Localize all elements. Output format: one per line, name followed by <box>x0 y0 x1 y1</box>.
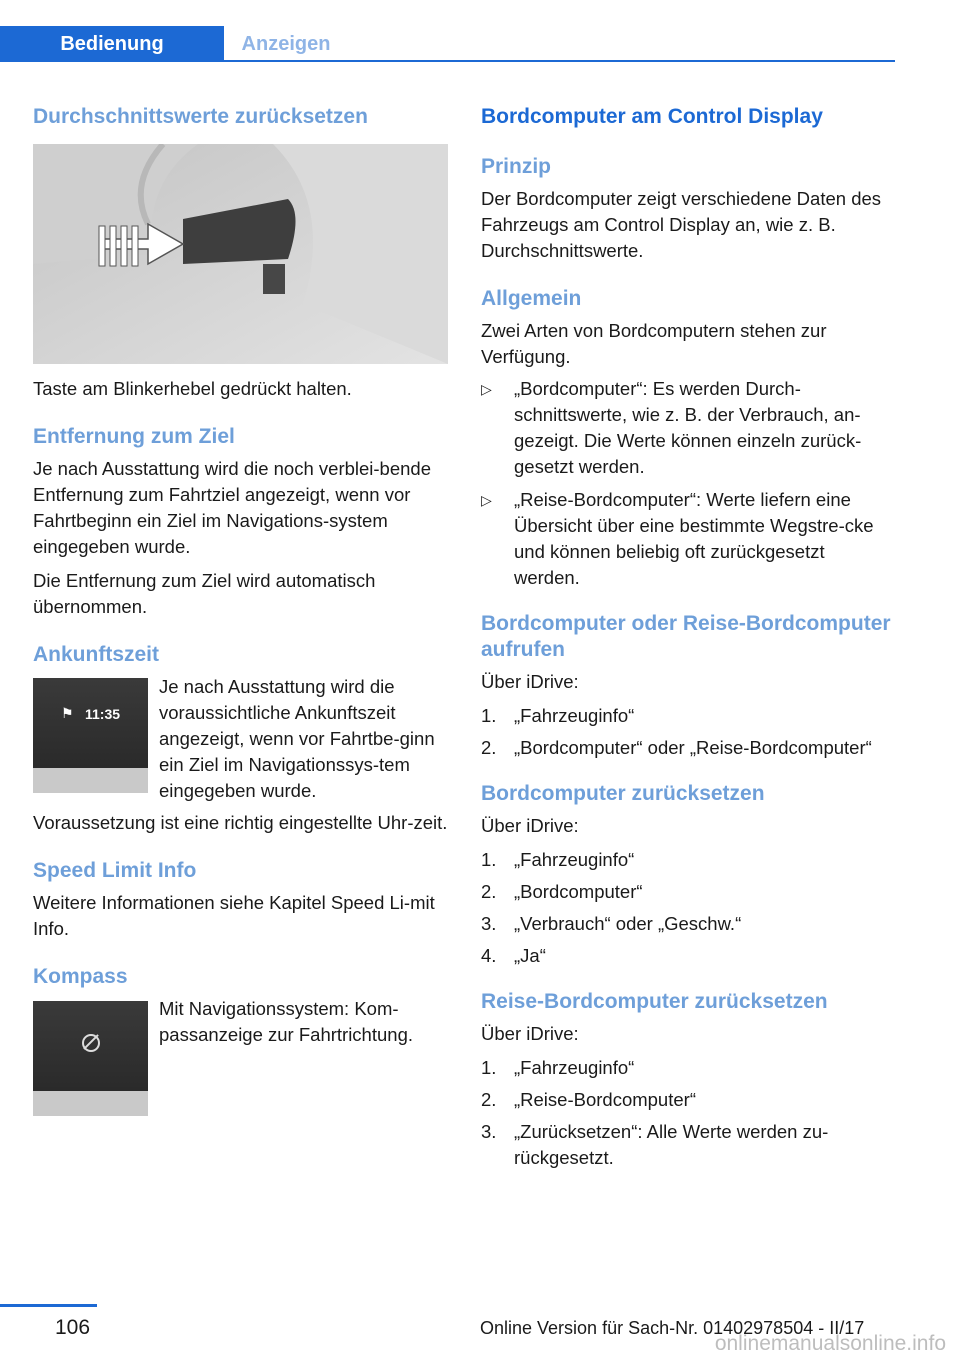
list-item: 2. „Bordcomputer“ oder „Reise-Bordcomputer“ <box>481 737 872 758</box>
list-item: 1. „Fahrzeuginfo“ <box>481 705 635 726</box>
bullet-list <box>481 376 893 591</box>
footer-rule <box>0 1304 97 1307</box>
list-item: ▷ „Reise-Bordcomputer“: Werte liefern eine Übersicht über eine bestimmte Wegstre-cke und können beliebig oft zurückgesetzt werden. <box>481 489 874 588</box>
arrival-time-value: 11:35 <box>85 706 121 722</box>
list-item: 3. „Zurücksetzen“: Alle Werte werden zu-rückgesetzt. <box>481 1121 829 1168</box>
numbered-list <box>481 847 893 969</box>
tab-bedienung[interactable]: Bedienung <box>0 26 224 62</box>
page-number: 106 <box>55 1316 91 1339</box>
footer-version-text: Online Version für Sach-Nr. 01402978504 - II/17 <box>480 1318 865 1338</box>
paragraph: Über iDrive: <box>481 1023 579 1044</box>
triangle-bullet-icon: ▷ <box>481 381 492 397</box>
flag-icon: ⚑ <box>61 705 74 721</box>
turn-signal-stalk-illustration <box>33 144 448 364</box>
section-title: Bordcomputer am Control Display <box>481 105 823 128</box>
image-caption: Taste am Blinkerhebel gedrückt halten. <box>33 378 352 399</box>
tab-anzeigen[interactable]: Anzeigen <box>241 32 331 55</box>
paragraph: Über iDrive: <box>481 815 579 836</box>
paragraph: Mit Navigationssystem: Kom-passanzeige zur Fahrtrichtung. <box>159 998 413 1045</box>
list-item: 2. „Bordcomputer“ <box>481 881 643 902</box>
triangle-bullet-icon: ▷ <box>481 492 492 508</box>
section-title: Speed Limit Info <box>33 859 197 882</box>
list-item: 1. „Fahrzeuginfo“ <box>481 1057 635 1078</box>
paragraph: Je nach Ausstattung wird die noch verblei-bende Entfernung zum Fahrtziel angezeigt, wenn vor Fahrtbeginn ein Ziel im Navigations-system eingegeben wurde. <box>33 458 432 557</box>
compass-display <box>33 1001 148 1116</box>
right-column <box>481 100 893 1177</box>
section-title: Durchschnittswerte zurücksetzen <box>33 105 368 128</box>
numbered-list <box>481 703 893 761</box>
left-column <box>33 100 448 1116</box>
paragraph: Über iDrive: <box>481 671 579 692</box>
section-title: Allgemein <box>481 287 582 310</box>
section-title: Ankunftszeit <box>33 643 159 666</box>
tab-underline <box>224 60 895 62</box>
list-item: 3. „Verbrauch“ oder „Geschw.“ <box>481 913 742 934</box>
paragraph: Je nach Ausstattung wird die voraussichtliche Ankunftszeit angezeigt, wenn vor Fahrtbe-ginn ein Ziel im Navigationssys-tem eingegeben wurde. <box>159 676 435 801</box>
chapter-tabs <box>0 0 895 62</box>
section-title: Bordcomputer zurücksetzen <box>481 782 765 805</box>
arrival-time-display <box>33 678 148 793</box>
watermark: onlinemanualsonline.info <box>714 1332 946 1355</box>
paragraph: Die Entfernung zum Ziel wird automatisch übernommen. <box>33 570 376 617</box>
numbered-list <box>481 1055 893 1171</box>
list-item: 1. „Fahrzeuginfo“ <box>481 849 635 870</box>
section-title: Entfernung zum Ziel <box>33 425 235 448</box>
section-title: Bordcomputer oder Reise-Bordcomputer aufrufen <box>481 612 891 661</box>
section-title: Prinzip <box>481 155 552 178</box>
list-item: ▷ „Bordcomputer“: Es werden Durch-schnittswerte, wie z. B. der Verbrauch, an-gezeigt. Die Werte können einzeln zurück-gesetzt werden. <box>481 378 862 477</box>
stalk-drawing <box>33 144 448 364</box>
section-title: Kompass <box>33 965 128 988</box>
paragraph: Der Bordcomputer zeigt verschiedene Daten des Fahrzeugs am Control Display an, wie z. B. Durchschnittswerte. <box>481 188 882 261</box>
list-item: 4. „Ja“ <box>481 945 546 966</box>
list-item: 2. „Reise-Bordcomputer“ <box>481 1089 696 1110</box>
paragraph: Zwei Arten von Bordcomputern stehen zur Verfügung. <box>481 320 827 367</box>
paragraph: Voraussetzung ist eine richtig eingestellte Uhr-zeit. <box>33 812 448 833</box>
section-title: Reise-Bordcomputer zurücksetzen <box>481 990 828 1013</box>
paragraph: Weitere Informationen siehe Kapitel Speed Li-mit Info. <box>33 892 435 939</box>
